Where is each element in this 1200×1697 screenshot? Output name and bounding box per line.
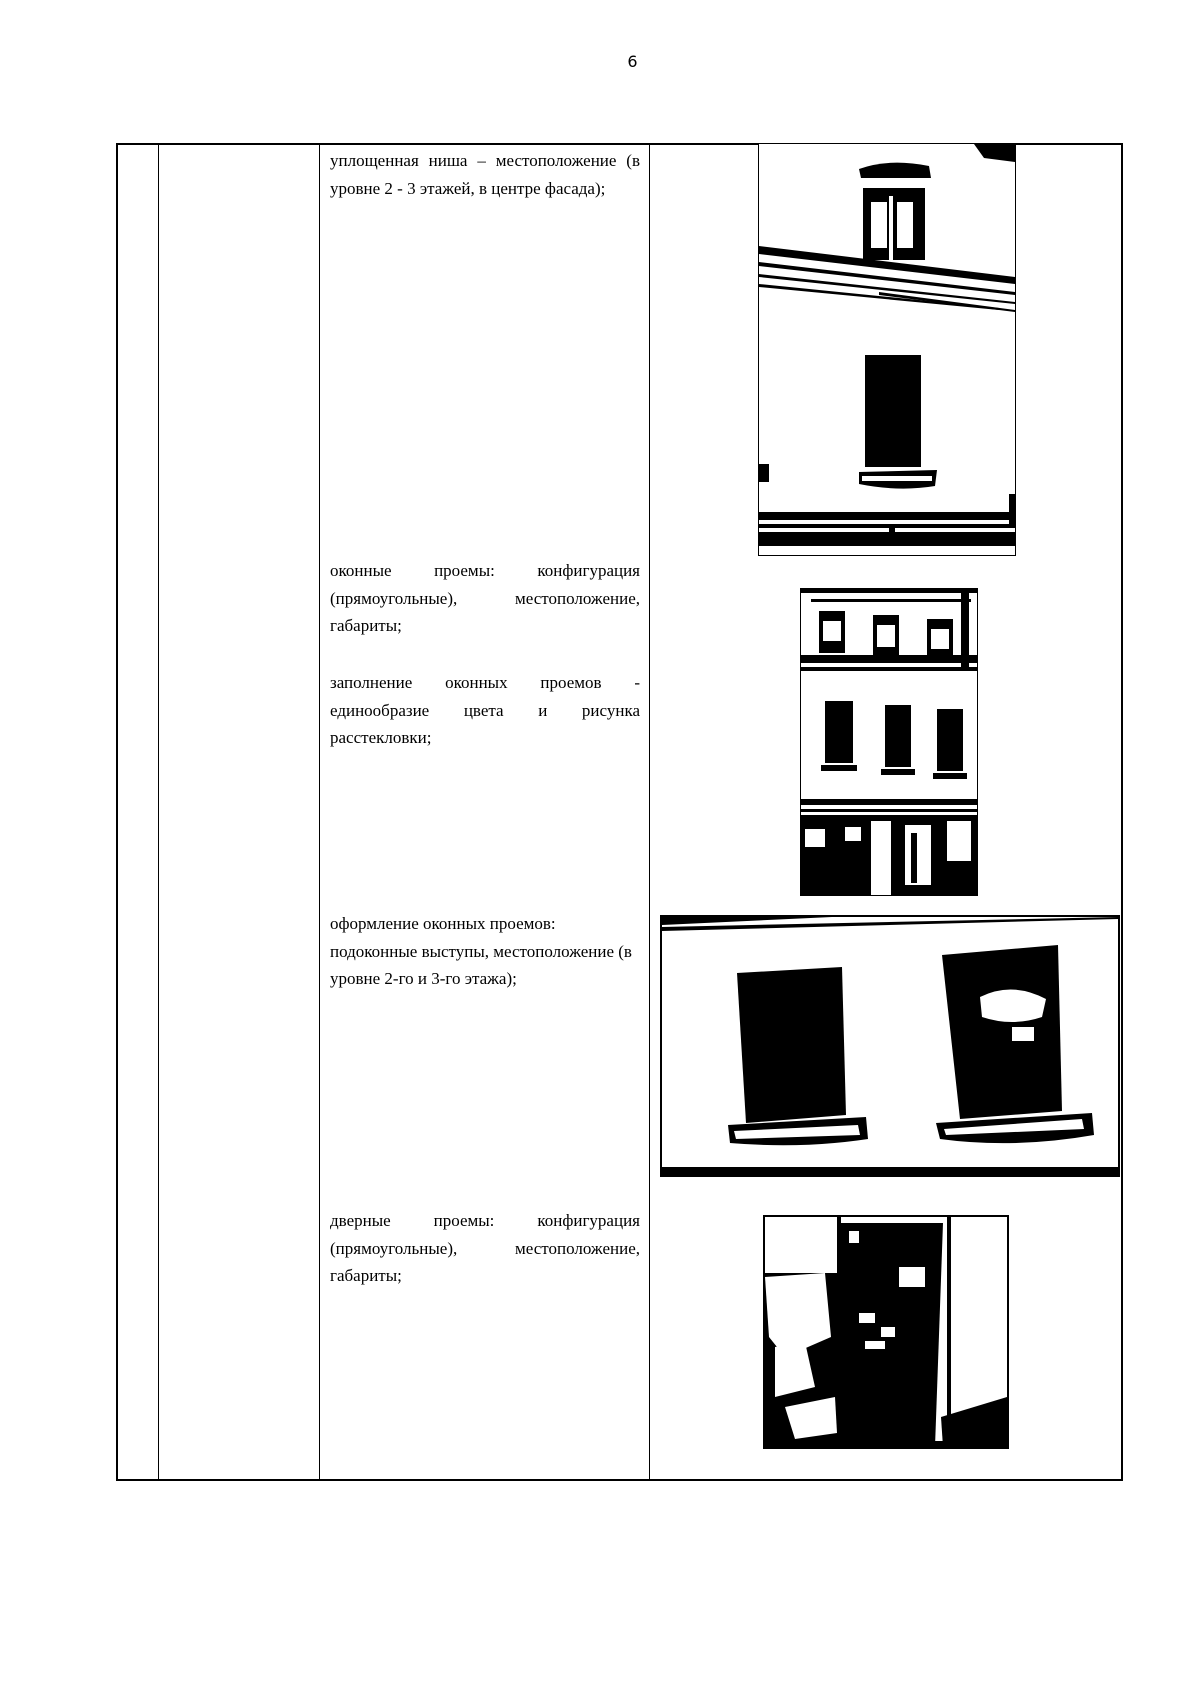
description-niche: уплощенная ниша – местоположение (в уровне 2 - 3 этажей, в центре фасада); <box>330 151 640 198</box>
description-windows: оконные проемы: конфигурация (прямоугольные), местоположение, габариты; <box>330 561 640 635</box>
column-divider <box>158 145 159 1479</box>
column-divider <box>649 145 650 1479</box>
doorway-photo <box>763 1215 1009 1449</box>
facade-niche-photo <box>758 143 1016 556</box>
column-divider <box>319 145 320 1479</box>
facade-windows-photo <box>800 588 978 896</box>
heritage-subject-table <box>116 143 1123 1481</box>
window-sills-photo <box>660 915 1120 1177</box>
description-window-fill: заполнение оконных проемов - единообразие цвета и рисунка расстекловки; <box>330 673 640 747</box>
page-number: 6 <box>627 52 638 71</box>
description-doorways: дверные проемы: конфигурация (прямоугольные), местоположение, габариты; <box>330 1211 640 1285</box>
description-window-sills: оформление оконных проемов: подоконные выступы, местоположение (в уровне 2-го и 3-го этажа); <box>330 914 632 988</box>
